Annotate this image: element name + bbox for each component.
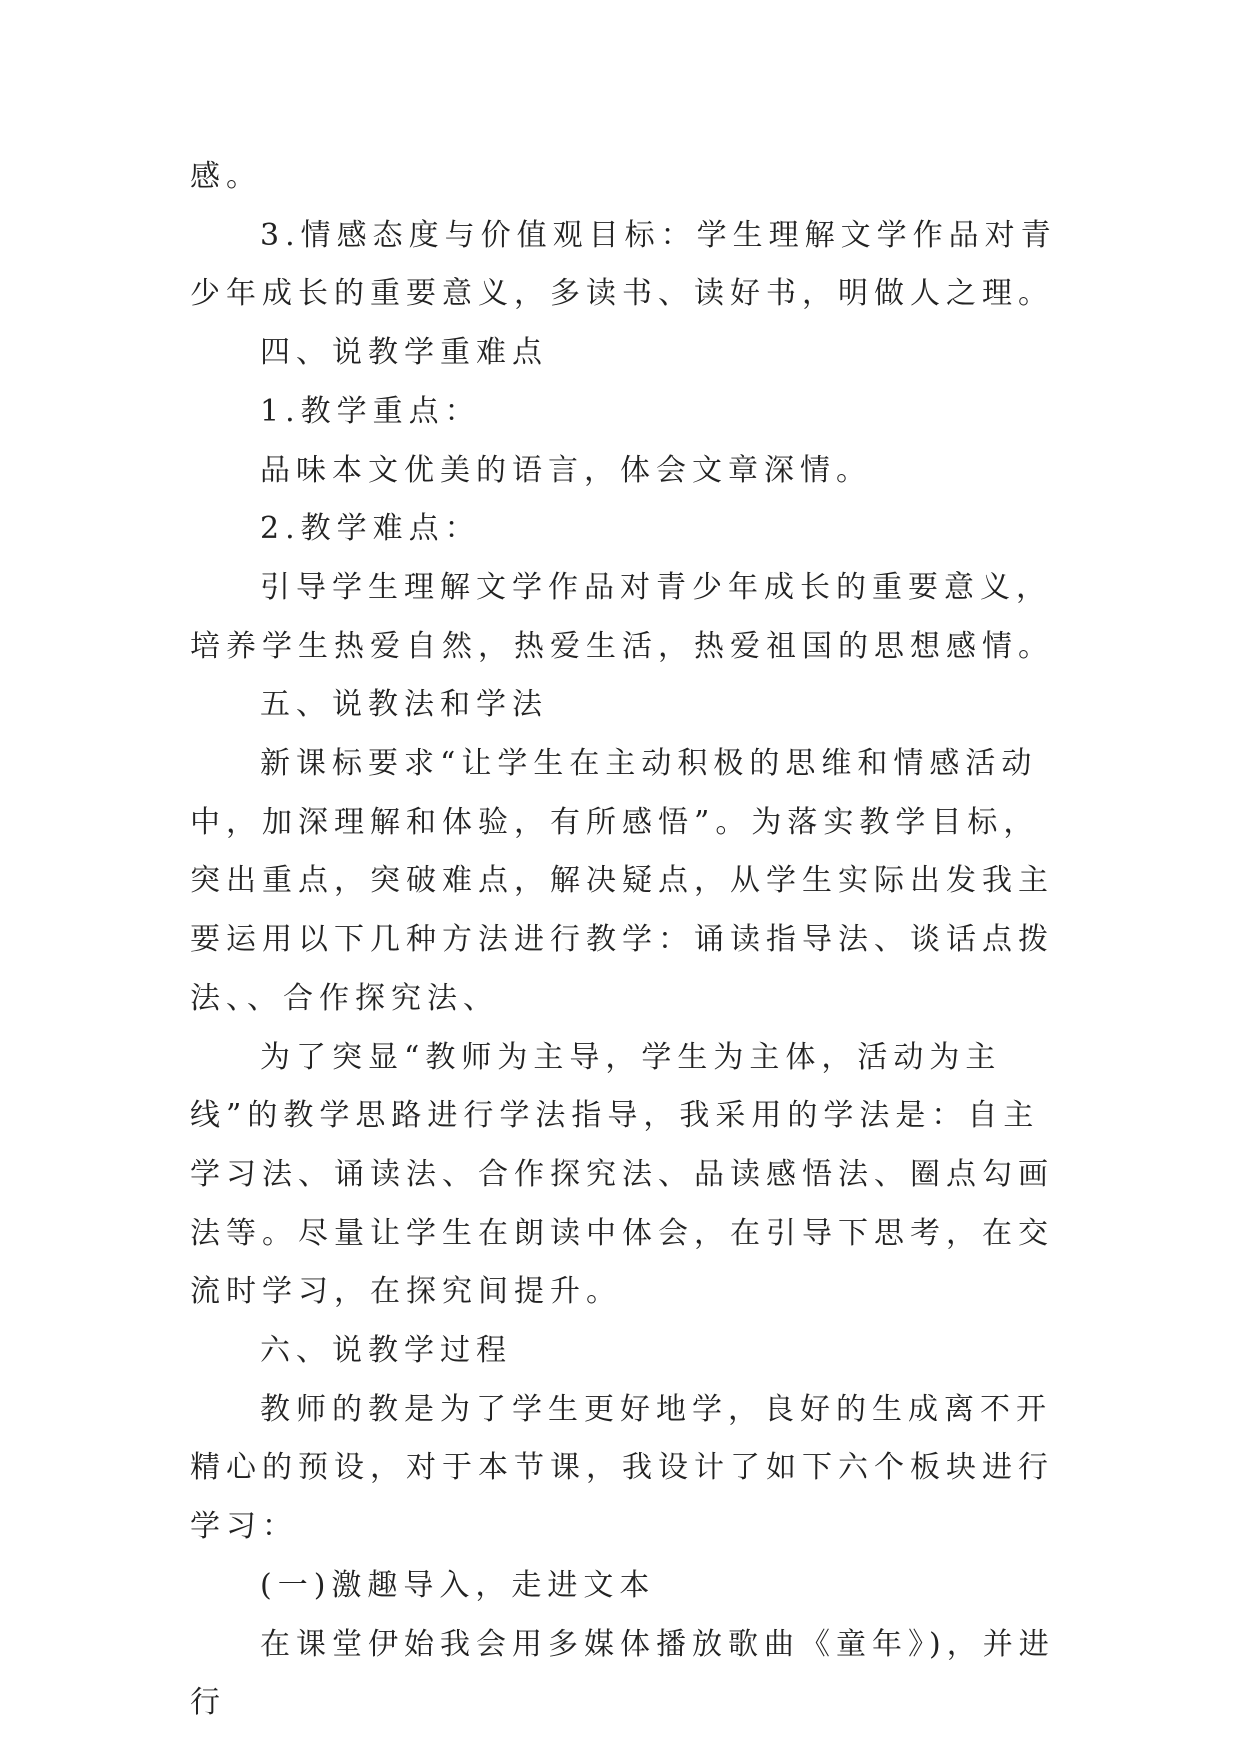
paragraph-intro-activity: 在课堂伊始我会用多媒体播放歌曲《童年》)，并进行 xyxy=(190,1626,1055,1721)
section-heading-key-difficulties: 四、说教学重难点 xyxy=(260,335,548,371)
subheading-teaching-difficulty: 2.教学难点： xyxy=(260,511,481,547)
subheading-intro-section: (一)激趣导入，走进文本 xyxy=(260,1567,656,1603)
paragraph-teaching-focus: 品味本文优美的语言，体会文章深情。 xyxy=(260,452,872,488)
paragraph-emotion-goal: 3.情感态度与价值观目标：学生理解文学作品对青少年成长的重要意义，多读书、读好书，明做人之理。 xyxy=(190,217,1057,312)
subheading-teaching-focus: 1.教学重点： xyxy=(260,393,481,429)
section-heading-process: 六、说教学过程 xyxy=(260,1333,512,1369)
paragraph-teaching-methods: 新课标要求“让学生在主动积极的思维和情感活动中，加深理解和体验，有所感悟”。为落实教学目标，突出重点，突破难点，解决疑点，从学生实际出发我主要运用以下几种方法进行教学：诵读指导法、谈话点拨法、、合作探究法、 xyxy=(190,746,1054,1016)
paragraph-process-intro: 教师的教是为了学生更好地学，良好的生成离不开精心的预设，对于本节课，我设计了如下六个板块进行学习： xyxy=(190,1391,1054,1545)
paragraph-teaching-difficulty: 引导学生理解文学作品对青少年成长的重要意义，培养学生热爱自然，热爱生活，热爱祖国的思想感情。 xyxy=(190,569,1054,664)
paragraph-learning-methods: 为了突显“教师为主导，学生为主体，活动为主线”的教学思路进行学法指导，我采用的学法是：自主学习法、诵读法、合作探究法、品读感悟法、圈点勾画法等。尽量让学生在朗读中体会，在引导下思考，在交流时学习，在探究间提升。 xyxy=(190,1039,1054,1310)
paragraph-continuation: 感。 xyxy=(190,159,262,194)
document-body xyxy=(190,148,1060,1733)
section-heading-methods: 五、说教法和学法 xyxy=(260,687,548,723)
